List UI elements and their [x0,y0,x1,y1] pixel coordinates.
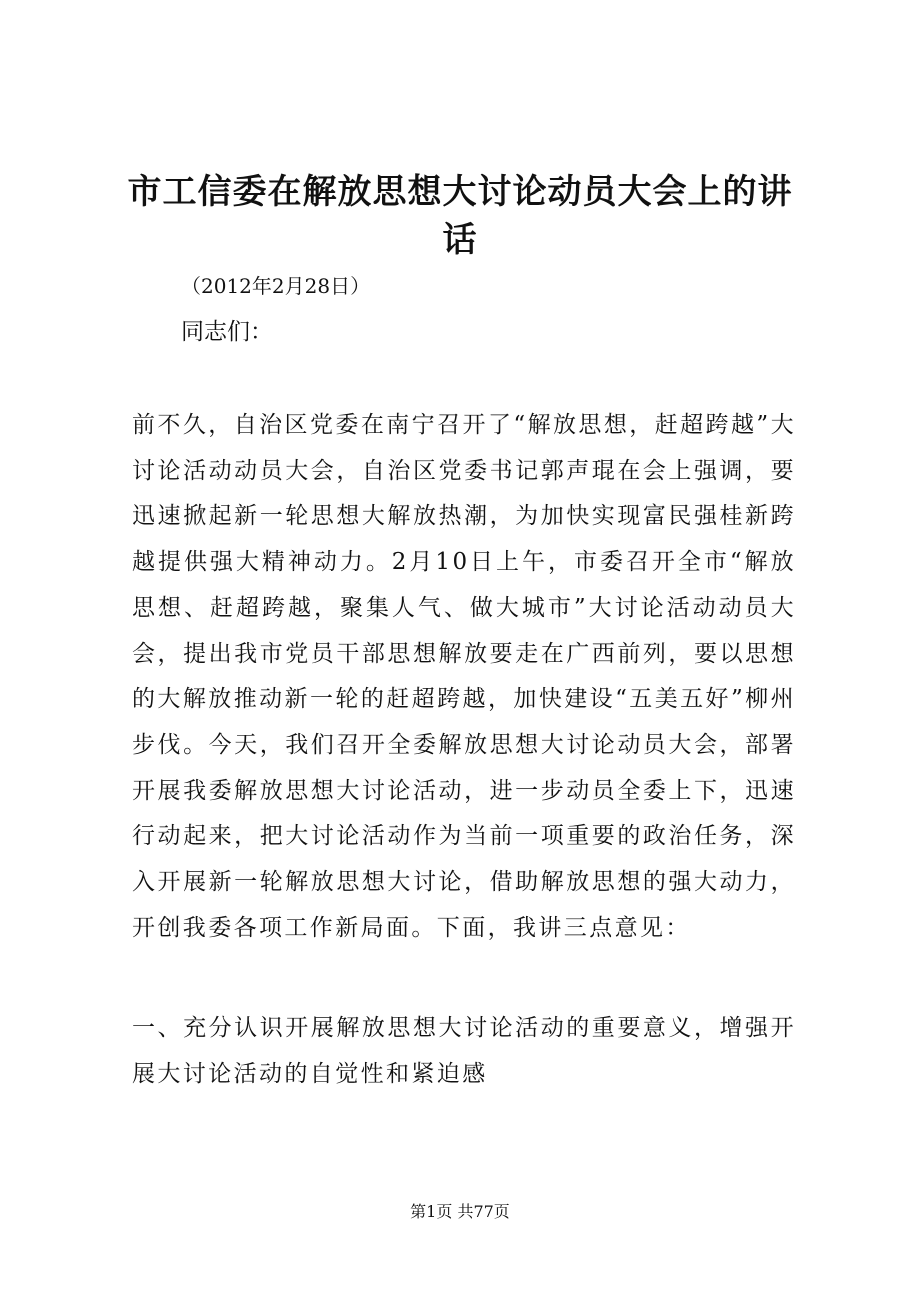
document-title: 市工信委在解放思想大讨论动员大会上的讲话 [127,172,793,260]
speech-date: （2012年2月28日） [181,274,371,298]
section-heading: 一、充分认识开展解放思想大讨论活动的重要意义，增强开展大讨论活动的自觉性和紧迫感 [132,1015,796,1087]
body-paragraph: 前不久，自治区党委在南宁召开了“解放思想，赶超跨越”大讨论活动动员大会，自治区党委书记郭声琨在会上强调，要迅速掀起新一轮思想大解放热潮，为加快实现富民强桂新跨越提供强大精神动力。2月10日上午，市委召开全市“解放思想、赶超跨越，聚集人气、做大城市”大讨论活动动员大会，提出我市党员干部思想解放要走在广西前列，要以思想的大解放推动新一轮的赶超跨越，加快建设“五美五好”柳州步伐。今天，我们召开全委解放思想大讨论动员大会，部署开展我委解放思想大讨论活动，进一步动员全委上下，迅速行动起来，把大讨论活动作为当前一项重要的政治任务，深入开展新一轮解放思想大讨论，借助解放思想的强大动力，开创我委各项工作新局面。下面，我讲三点意见： [132,412,796,941]
page-number: 第1页 共77页 [410,1202,510,1221]
greeting: 同志们： [181,319,273,345]
